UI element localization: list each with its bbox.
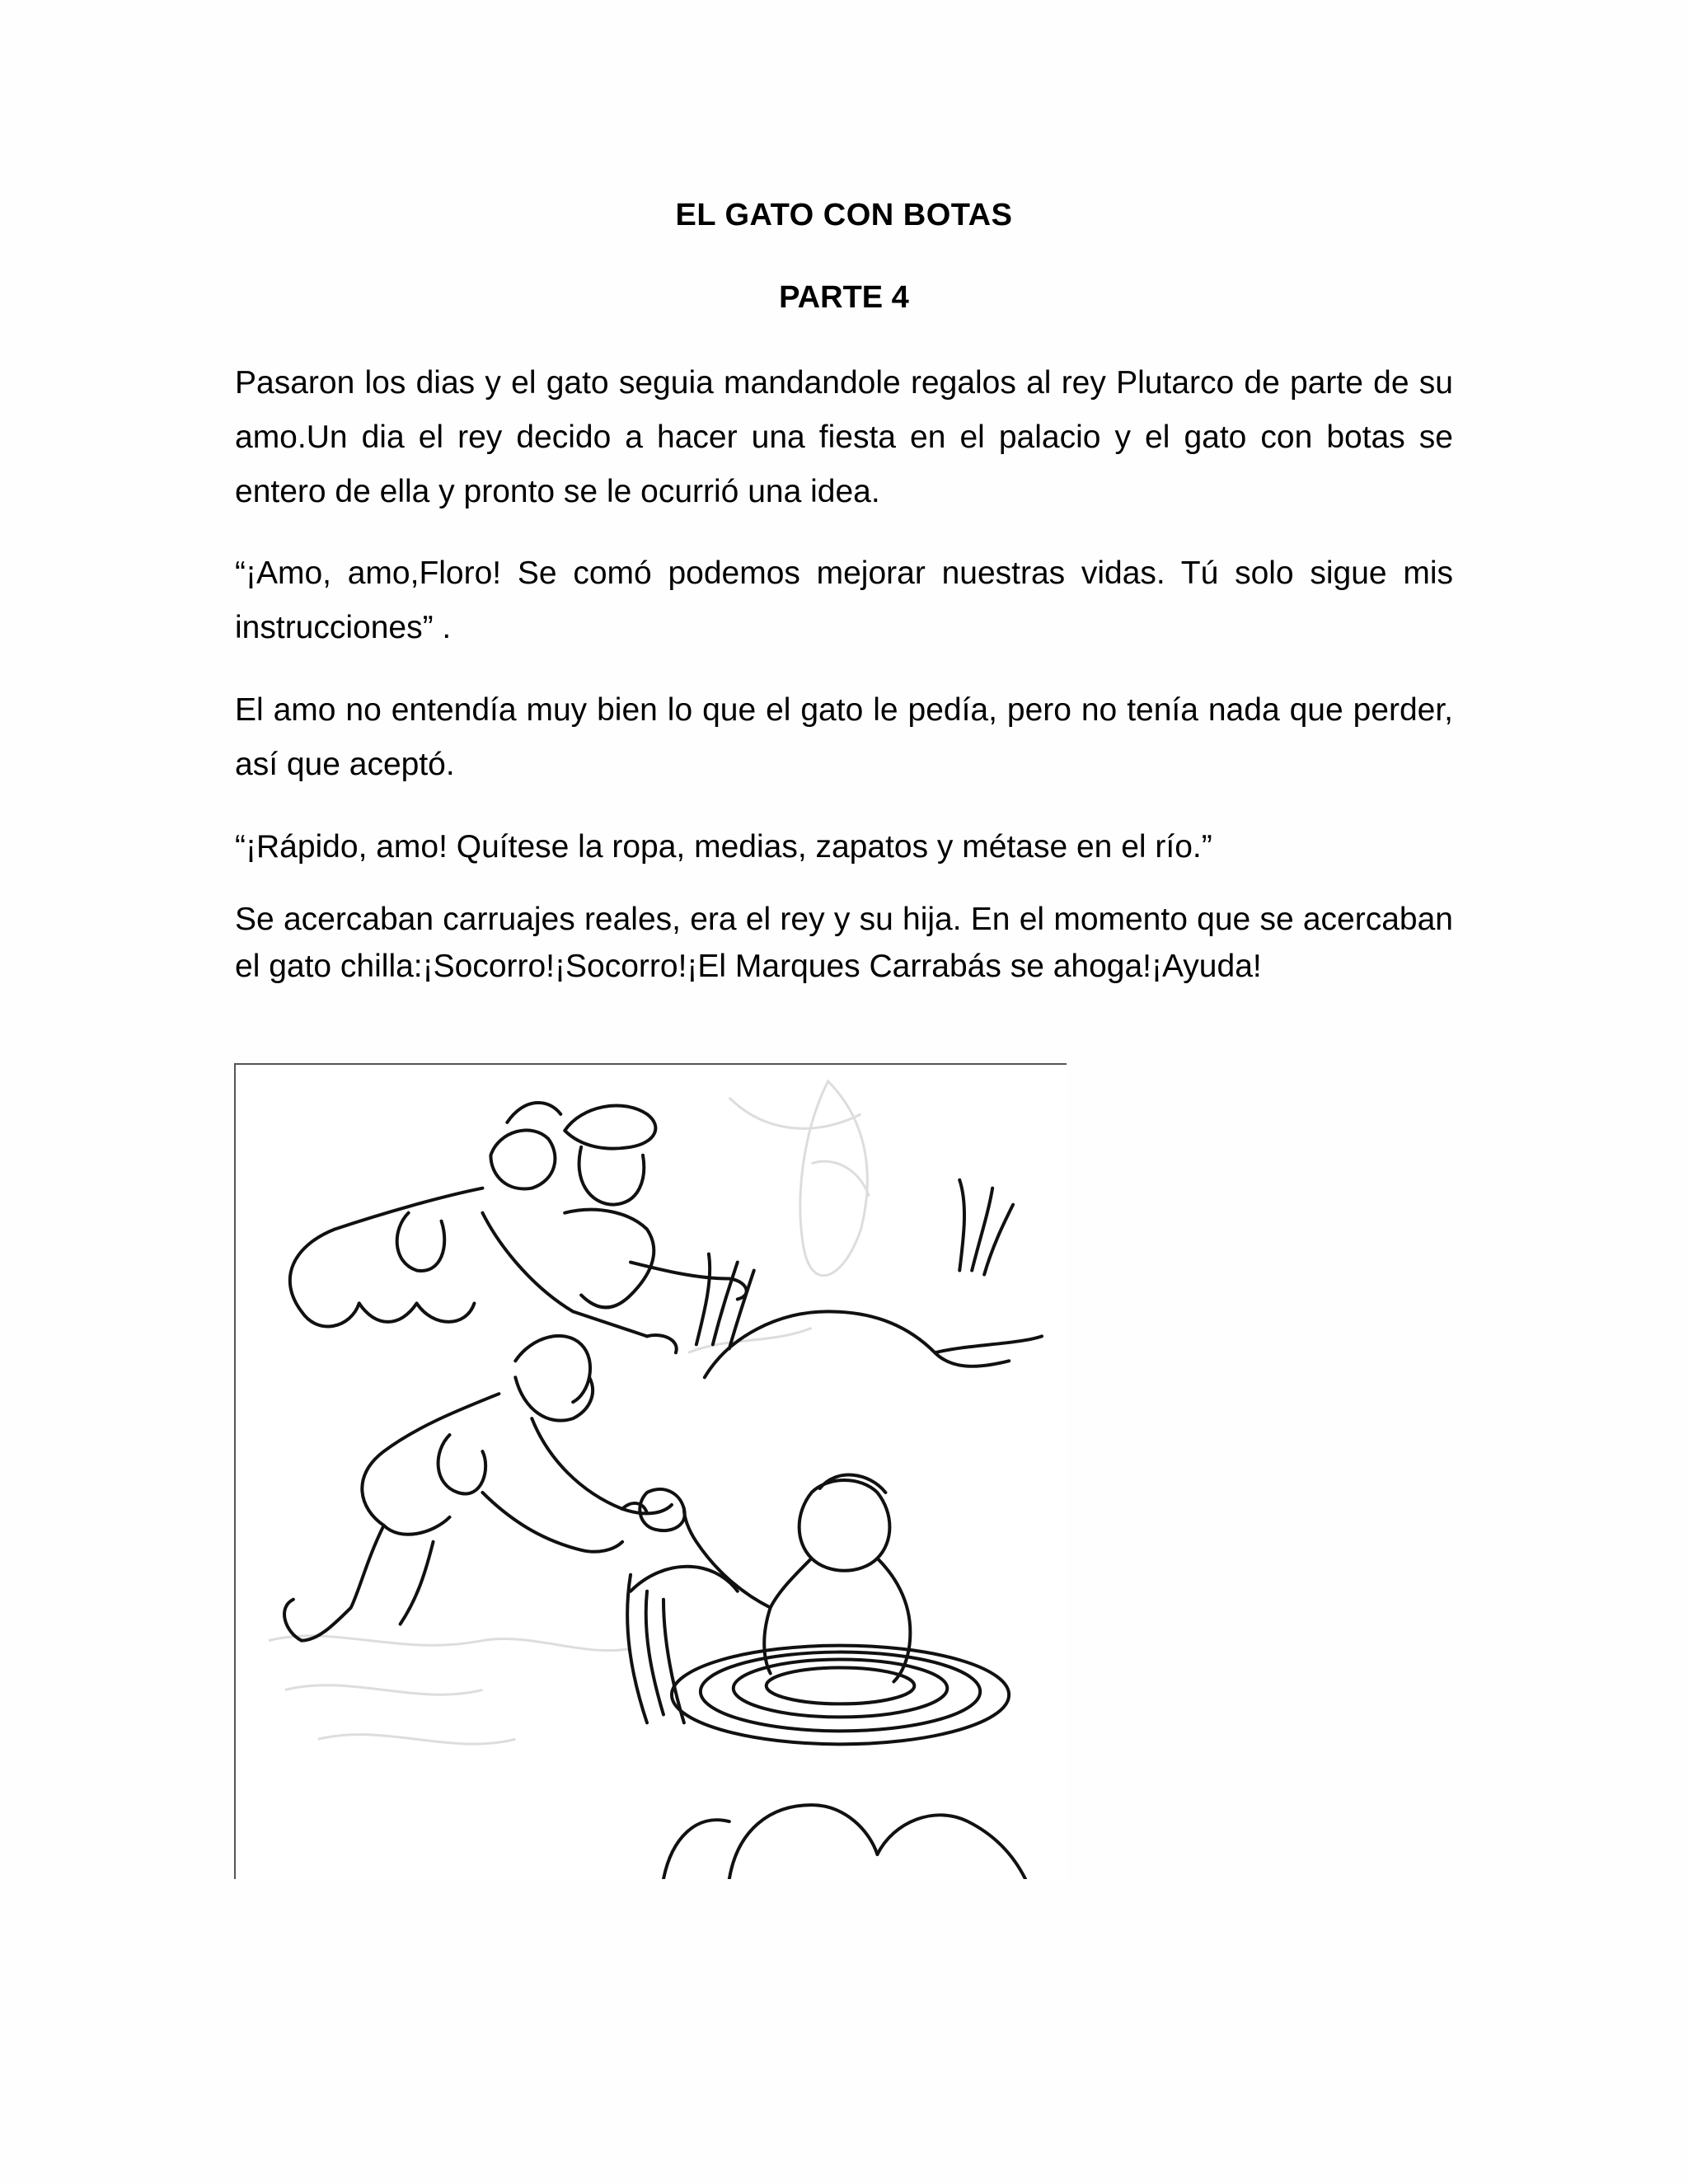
- paragraph-1: Pasaron los dias y el gato seguia mandandole regalos al rey Plutarco de parte de su amo.Un dia el rey decido a hacer una fiesta en el palacio y el gato con botas se entero de ella y pronto se le ocurrió una idea.: [235, 365, 1453, 509]
- document-title: EL GATO CON BOTAS: [675, 198, 1013, 232]
- paragraph-3: El amo no entendía muy bien lo que el gato le pedía, pero no tenía nada que perder, así que aceptó.: [235, 692, 1453, 782]
- document-subtitle: PARTE 4: [779, 280, 909, 315]
- paragraph-4: “¡Rápido, amo! Quítese la ropa, medias, zapatos y métase en el río.”: [235, 829, 1212, 865]
- rescue-drawing: [236, 1065, 1067, 1879]
- paragraph-5: Se acercaban carruajes reales, era el rey y su hija. En el momento que se acercaban el gato chilla:¡Socorro!¡Socorro!¡El Marques Carrabás se ahoga!¡Ayuda!: [235, 902, 1453, 984]
- story-illustration: [234, 1063, 1067, 1879]
- paragraph-2: “¡Amo, amo,Floro! Se comó podemos mejorar nuestras vidas. Tú solo sigue mis instrucciones” .: [235, 555, 1453, 645]
